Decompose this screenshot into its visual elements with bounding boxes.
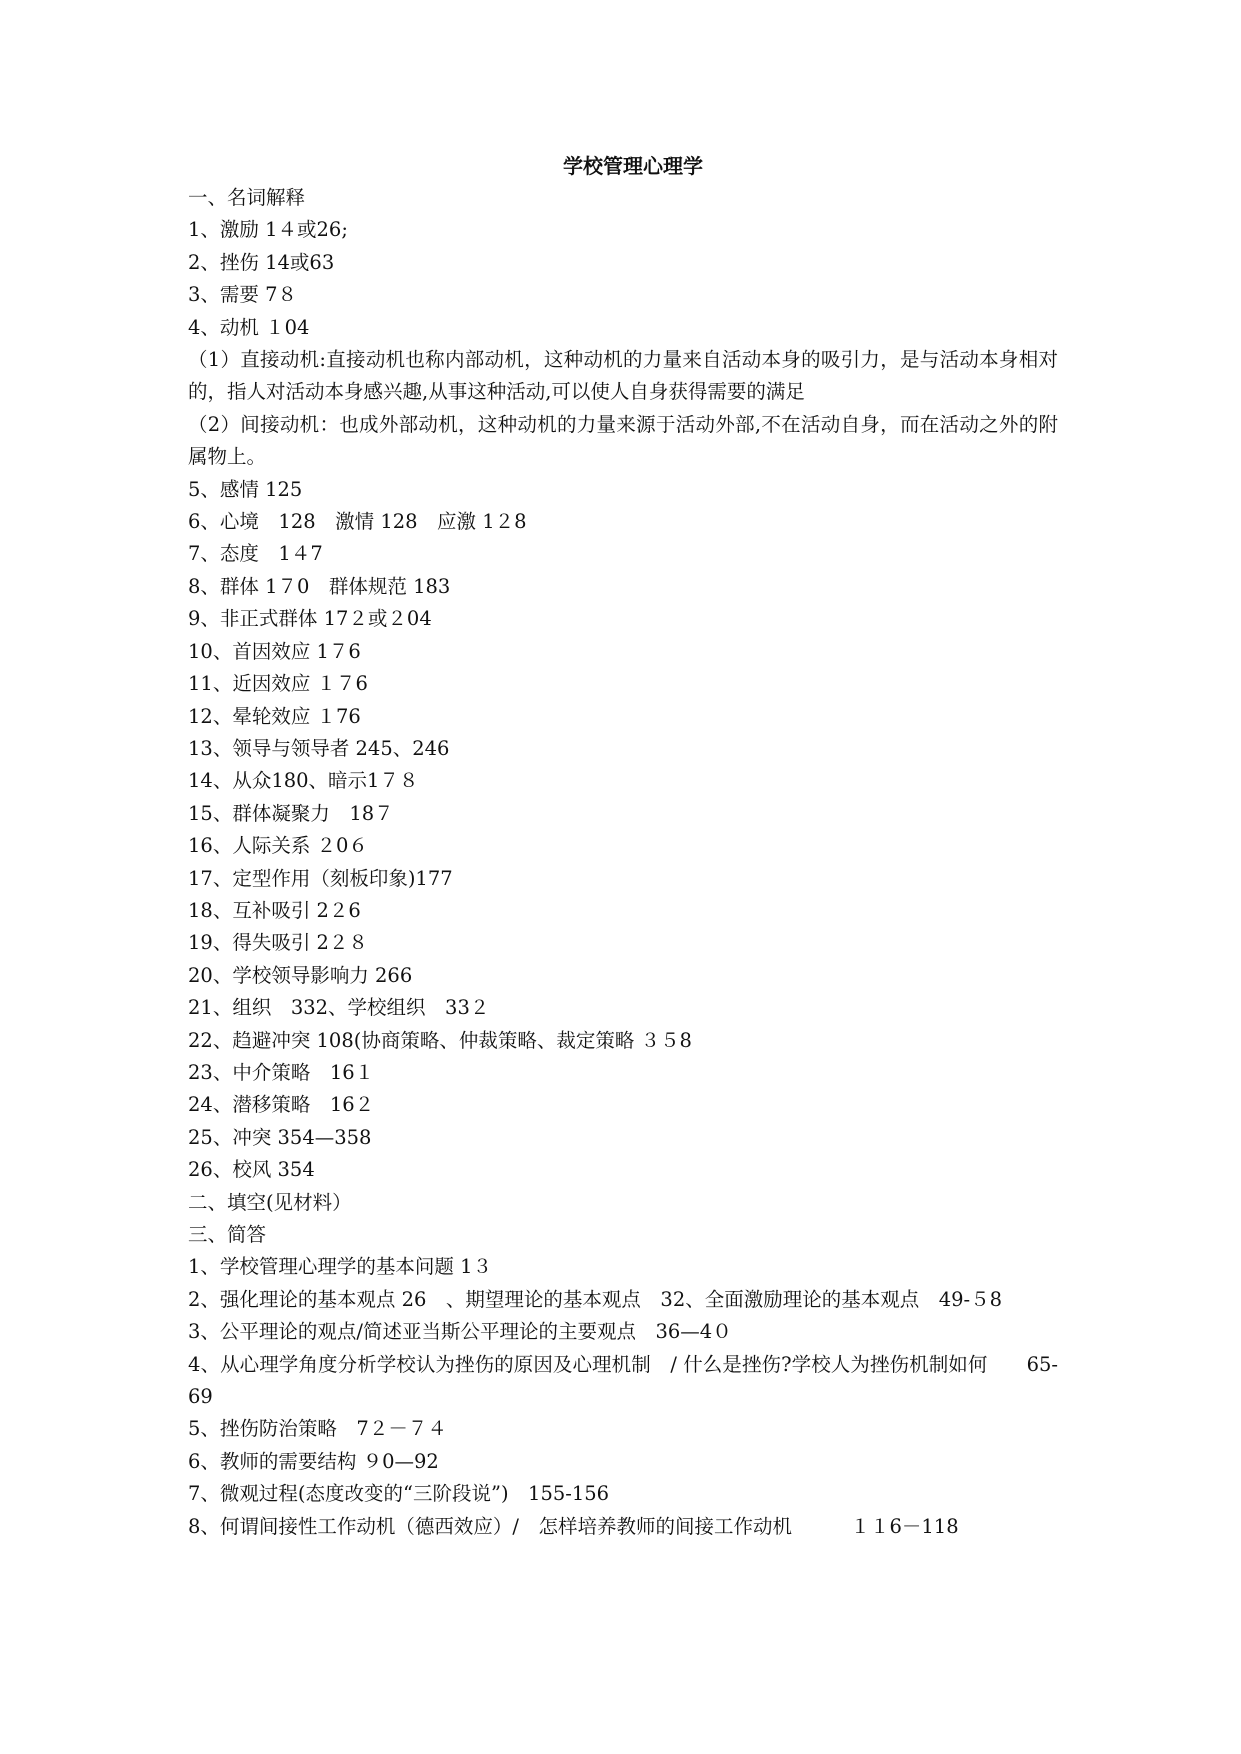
paragraph-indirect-motive: （2）间接动机：也成外部动机，这种动机的力量来源于活动外部,不在活动自身，而在活动之外的附属物上。 [188, 412, 1058, 469]
list-item: 26、校风 354 [188, 1158, 315, 1182]
list-item: 23、中介策略 16１ [188, 1060, 375, 1084]
list-item: 1、激励 1４或26; [188, 218, 348, 242]
list-item: 12、晕轮效应 １76 [188, 704, 361, 728]
list-item: 10、首因效应 1７6 [188, 639, 361, 663]
list-item: 4、从心理学角度分析学校认为挫伤的原因及心理机制 / 什么是挫伤?学校人为挫伤机制如何 65-69 [188, 1352, 1058, 1409]
list-item: 2、挫伤 14或63 [188, 250, 335, 274]
list-item: 5、挫伤防治策略 7２－７４ [188, 1417, 447, 1441]
list-item: 22、趋避冲突 108(协商策略、仲裁策略、裁定策略 ３５8 [188, 1028, 692, 1052]
list-item: 3、需要 7８ [188, 283, 298, 307]
list-item: 20、学校领导影响力 266 [188, 963, 413, 987]
list-item: 6、教师的需要结构 ９0—92 [188, 1449, 439, 1473]
list-item: 25、冲突 354—358 [188, 1125, 372, 1149]
section-heading-fill-blank: 二、填空(见材料） [188, 1190, 352, 1214]
list-item: 24、潜移策略 16２ [188, 1093, 375, 1117]
list-item: 13、领导与领导者 245、246 [188, 736, 450, 760]
list-item: 18、互补吸引 2２6 [188, 898, 361, 922]
list-item: 1、学校管理心理学的基本问题 1３ [188, 1255, 493, 1279]
list-item: 11、近因效应 １７6 [188, 672, 368, 696]
list-item: 21、组织 332、学校组织 33２ [188, 996, 490, 1020]
list-item: 9、非正式群体 17２或２04 [188, 607, 432, 631]
list-item: 5、感情 125 [188, 477, 303, 501]
list-item: 6、心境 128 激情 128 应激 1２8 [188, 510, 527, 534]
list-item: 14、从众180、暗示1７８ [188, 769, 419, 793]
document-title: 学校管理心理学 [563, 154, 703, 178]
list-item: 8、何谓间接性工作动机（德西效应）/ 怎样培养教师的间接工作动机 １１6－118 [188, 1514, 959, 1538]
list-item: 2、强化理论的基本观点 26 、期望理论的基本观点 32、全面激励理论的基本观点 49-５8 [188, 1287, 1003, 1311]
document-body [188, 150, 1058, 1543]
section-heading-terms: 一、名词解释 [188, 186, 306, 209]
list-item: 17、定型作用（刻板印象)177 [188, 866, 453, 890]
list-item: 7、微观过程(态度改变的“三阶段说”) 155-156 [188, 1482, 610, 1506]
list-item: 4、动机 １04 [188, 315, 310, 339]
list-item: 19、得失吸引 2２８ [188, 931, 368, 955]
list-item: 7、态度 1４7 [188, 542, 323, 566]
list-item: 8、群体 1７0 群体规范 183 [188, 574, 451, 598]
list-item: 16、人际关系 ２0６ [188, 834, 368, 858]
paragraph-direct-motive: （1）直接动机:直接动机也称内部动机，这种动机的力量来自活动本身的吸引力，是与活动本身相对的，指人对活动本身感兴趣,从事这种活动,可以使人自身获得需要的满足 [188, 348, 1058, 404]
list-item: 15、群体凝聚力 18７ [188, 801, 394, 825]
section-heading-short-answer: 三、简答 [188, 1223, 267, 1246]
list-item: 3、公平理论的观点/简述亚当斯公平理论的主要观点 36—4０ [188, 1320, 732, 1344]
